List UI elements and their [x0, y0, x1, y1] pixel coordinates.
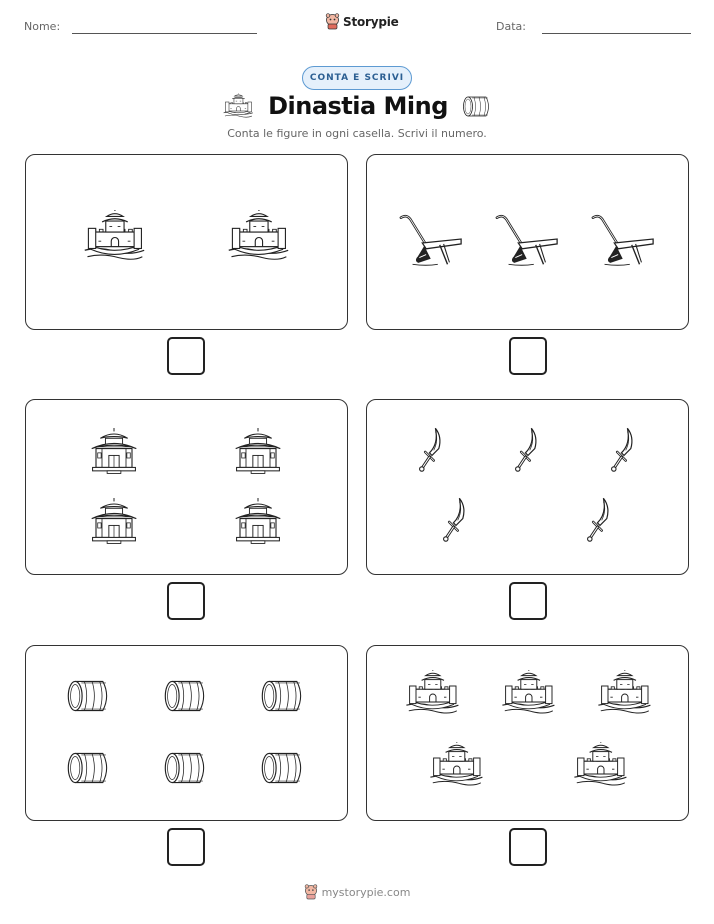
answer-box-4[interactable]	[509, 582, 547, 620]
pagoda-temple-icon	[88, 428, 140, 476]
exercise-card-4	[366, 399, 689, 575]
exercise-card-6	[366, 645, 689, 821]
exercise-card-2	[366, 154, 689, 330]
pagoda-temple-icon	[232, 498, 284, 546]
exercise-card-3	[25, 399, 348, 575]
drum-icon	[462, 95, 492, 118]
answer-box-6[interactable]	[509, 828, 547, 866]
date-line[interactable]	[542, 33, 691, 34]
fortress-icon	[572, 742, 628, 790]
drum-icon	[163, 678, 209, 714]
name-line[interactable]	[72, 33, 257, 34]
brand-name: Storypie	[343, 14, 399, 29]
drum-icon	[260, 750, 306, 786]
page-title: Dinastia Ming	[268, 92, 448, 120]
fortress-icon	[222, 93, 254, 120]
dagger-icon	[415, 426, 449, 478]
dagger-icon	[511, 426, 545, 478]
fortress-icon	[226, 210, 290, 265]
fortress-icon	[596, 670, 652, 718]
plow-icon	[589, 211, 657, 271]
footer	[0, 884, 714, 900]
storypie-mascot-icon	[325, 13, 340, 30]
pagoda-temple-icon	[232, 428, 284, 476]
exercise-card-5	[25, 645, 348, 821]
drum-icon	[163, 750, 209, 786]
date-label: Data:	[496, 20, 526, 33]
badge-label: CONTA E SCRIVI	[309, 73, 405, 83]
answer-box-3[interactable]	[167, 582, 205, 620]
instructions: Conta le figure in ogni casella. Scrivi il numero.	[227, 127, 487, 140]
exercise-card-1	[25, 154, 348, 330]
drum-icon	[66, 750, 112, 786]
name-label: Nome:	[24, 20, 61, 33]
dagger-icon	[439, 496, 473, 548]
plow-icon	[397, 211, 465, 271]
answer-box-5[interactable]	[167, 828, 205, 866]
answer-box-2[interactable]	[509, 337, 547, 375]
title-row	[0, 92, 714, 120]
fortress-icon	[404, 670, 460, 718]
drum-icon	[66, 678, 112, 714]
dagger-icon	[607, 426, 641, 478]
dagger-icon	[583, 496, 617, 548]
pagoda-temple-icon	[88, 498, 140, 546]
answer-box-1[interactable]	[167, 337, 205, 375]
worksheet-type-badge	[302, 66, 412, 90]
fortress-icon	[82, 210, 146, 265]
footer-url[interactable]: mystorypie.com	[321, 885, 411, 899]
fortress-icon	[500, 670, 556, 718]
drum-icon	[260, 678, 306, 714]
plow-icon	[493, 211, 561, 271]
fortress-icon	[428, 742, 484, 790]
storypie-mascot-icon	[304, 884, 318, 900]
brand-logo	[325, 13, 399, 30]
